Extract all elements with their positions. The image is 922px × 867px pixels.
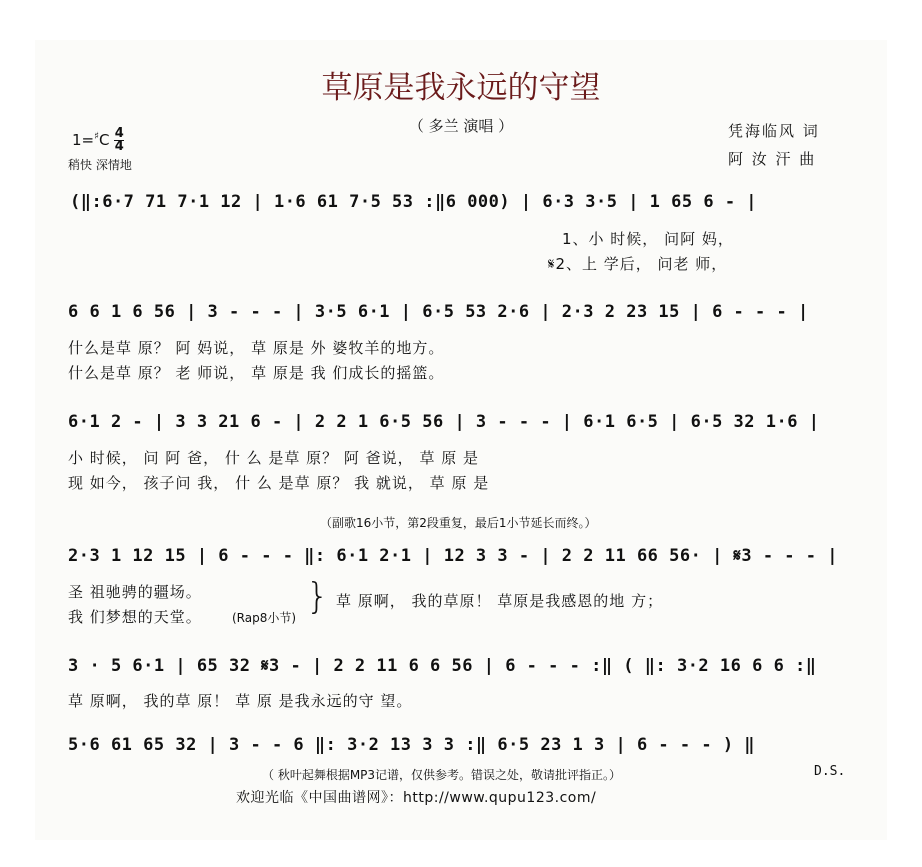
composer-credit: 阿 汝 汗 曲 bbox=[728, 150, 817, 168]
music-line-6: 5·6 61 65 32 | 3 - - 6 ‖: 3·2 13 3 3 :‖ 6·5 23 1 3 | 6 - - - ) ‖ bbox=[68, 735, 756, 755]
key-signature bbox=[72, 128, 124, 153]
dal-segno-mark: D.S. bbox=[814, 764, 846, 779]
music-line-1: (‖:6·7 71 7·1 12 | 1·6 61 7·5 53 :‖6 000) | 6·3 3·5 | 1 65 6 - | bbox=[70, 192, 758, 212]
sharp-sign: ♯ bbox=[94, 131, 99, 142]
site-link[interactable]: 欢迎光临《中国曲谱网》：http://www.qupu123.com/ bbox=[236, 790, 597, 806]
tempo-marking: 稍快 深情地 bbox=[68, 158, 132, 172]
music-line-5: 3 · 5 6·1 | 65 32 𝄋3 - | 2 2 11 6 6 56 | 6 - - - :‖ ( ‖: 3·2 16 6 6 :‖ bbox=[68, 656, 817, 676]
time-signature: $\frac{4}{4}$ bbox=[114, 126, 124, 154]
music-line-4: 2·3 1 12 15 | 6 - - - ‖: 6·1 2·1 | 12 3 3 - | 2 2 11 66 56· | 𝄋3 - - - | bbox=[68, 546, 838, 566]
music-line-2: 6 6 1 6 56 | 3 - - - | 3·5 6·1 | 6·5 53 2·6 | 2·3 2 23 15 | 6 - - - | bbox=[68, 302, 809, 322]
disclaimer-note: （ 秋叶起舞根据MP3记谱，仅供参考。错误之处，敬请批评指正。） bbox=[262, 768, 622, 782]
lyric-line-2b: 什么是草 原？ 老 师说， 草 原是 我 们成长的摇篮。 bbox=[68, 364, 445, 382]
lyricist-credit: 凭海临风 词 bbox=[728, 122, 820, 140]
rap-note: (Rap8小节) bbox=[232, 611, 297, 625]
song-title: 草原是我永远的守望 bbox=[321, 70, 601, 106]
key-prefix: 1= bbox=[72, 131, 95, 149]
lyric-line-4b: 我 们梦想的天堂。 bbox=[68, 608, 202, 626]
lyric-line-1b: 𝄋2、上 学后， 问老 师， bbox=[548, 255, 728, 273]
chorus-note: （副歌16小节，第2段重复，最后1小节延长而终。） bbox=[320, 516, 597, 530]
lyric-line-1a: 1、小 时候， 问阿 妈， bbox=[562, 230, 734, 248]
verse-brace: } bbox=[306, 576, 329, 617]
performer-line: （ 多兰 演唱 ） bbox=[408, 117, 514, 135]
lyric-line-3a: 小 时候， 问 阿 爸， 什 么 是草 原？ 阿 爸说， 草 原 是 bbox=[68, 449, 479, 467]
lyric-line-2a: 什么是草 原？ 阿 妈说， 草 原是 外 婆牧羊的地方。 bbox=[68, 339, 445, 357]
key-tonic: C bbox=[98, 131, 110, 149]
music-line-3: 6·1 2 - | 3 3 21 6 - | 2 2 1 6·5 56 | 3 - - - | 6·1 6·5 | 6·5 32 1·6 | bbox=[68, 412, 820, 432]
lyric-line-3b: 现 如今， 孩子问 我， 什 么 是草 原？ 我 就说， 草 原 是 bbox=[68, 474, 490, 492]
chorus-lyric-2: 草 原啊， 我的草 原！ 草 原 是我永远的守 望。 bbox=[68, 692, 413, 710]
lyric-line-4a: 圣 祖驰骋的疆场。 bbox=[68, 583, 202, 601]
chorus-lyric-1: 草 原啊， 我的草原！ 草原是我感恩的地 方； bbox=[336, 592, 664, 610]
